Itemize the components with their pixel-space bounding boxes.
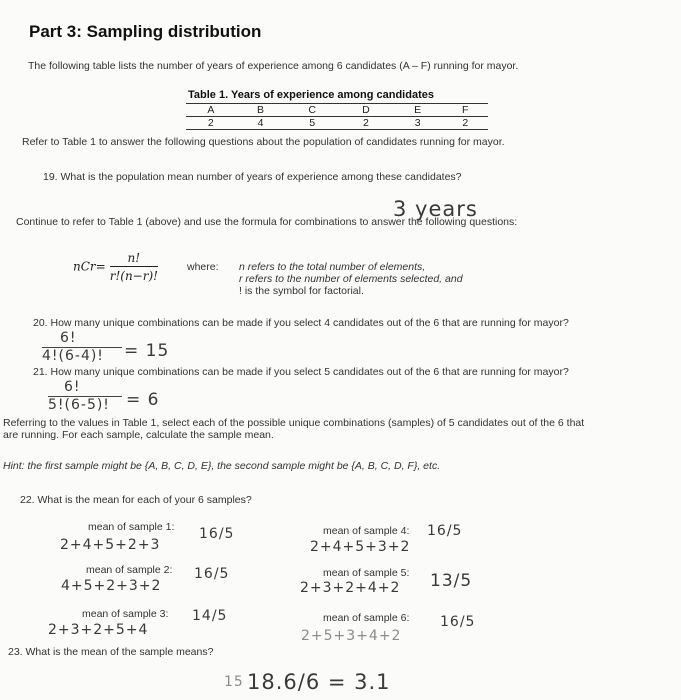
header-cell-a: A: [186, 104, 236, 117]
question-22: 22. What is the mean for each of your 6 samples?: [20, 494, 252, 506]
sample-3-answer: 14/5: [192, 608, 228, 624]
sample-6-answer: 16/5: [440, 614, 476, 630]
sample-6-label: mean of sample 6:: [323, 612, 410, 624]
sample-3-work: 2+3+2+5+4: [48, 622, 149, 638]
intro-text: The following table lists the number of years of experience among 6 candidates (A – F) running for mayor.: [28, 60, 519, 72]
formula-def-factorial: ! is the symbol for factorial.: [239, 285, 364, 297]
sample-2-label: mean of sample 2:: [86, 564, 173, 576]
value-cell-e: 3: [393, 117, 443, 130]
value-cell-c: 5: [285, 117, 339, 130]
sample-1-answer: 16/5: [199, 526, 235, 542]
value-cell-f: 2: [442, 117, 488, 130]
formula-lhs: nCr=: [73, 259, 106, 274]
question-21: 21. How many unique combinations can be made if you select 5 candidates out of the 6 that are running for mayor?: [33, 366, 569, 378]
table-value-row: [186, 117, 488, 130]
q23-handwritten-answer: 18.6/6 = 3.1: [247, 670, 391, 694]
table-caption: Table 1. Years of experience among candidates: [188, 89, 434, 101]
continue-text: Continue to refer to Table 1 (above) and use the formula for combinations to answer the following questions:: [16, 216, 518, 228]
q21-work-numerator: 6!: [64, 379, 81, 395]
q20-work-numerator: 6!: [60, 330, 77, 346]
q20-work-result: = 15: [124, 341, 170, 361]
header-cell-d: D: [339, 104, 393, 117]
q21-work-denominator: 5!(6-5)!: [48, 397, 110, 413]
value-cell-b: 4: [236, 117, 286, 130]
formula-where: where:: [187, 261, 219, 273]
formula-denominator: r!(n−r)!: [109, 269, 158, 283]
question-20: 20. How many unique combinations can be made if you select 4 candidates out of the 6 that are running for mayor?: [33, 317, 569, 329]
question-23: 23. What is the mean of the sample means?: [8, 646, 214, 658]
experience-table: [186, 103, 488, 130]
table-header-row: [186, 104, 488, 117]
referring-text-line-1: Referring to the values in Table 1, select each of the possible unique combinations (samples) of 5 candidates out of the 6 that: [3, 417, 585, 429]
header-cell-e: E: [393, 104, 443, 117]
referring-text-line-2: are running. For each sample, calculate the sample mean.: [3, 429, 274, 441]
sample-5-label: mean of sample 5:: [323, 567, 410, 579]
sample-4-label: mean of sample 4:: [323, 525, 410, 537]
sample-1-work: 2+4+5+2+3: [60, 537, 161, 553]
header-cell-f: F: [442, 104, 488, 117]
value-cell-a: 2: [186, 117, 236, 130]
header-cell-c: C: [285, 104, 339, 117]
combination-formula: [73, 251, 158, 283]
formula-numerator: n!: [110, 251, 158, 267]
sample-3-label: mean of sample 3:: [82, 608, 169, 620]
q23-answer-prefix: 15: [224, 674, 244, 690]
page-title: Part 3: Sampling distribution: [29, 22, 262, 41]
formula-fraction: [110, 251, 158, 283]
hint-text: Hint: the first sample might be {A, B, C, D, E}, the second sample might be {A, B, C, D, F}, etc.: [3, 460, 441, 472]
refer-text: Refer to Table 1 to answer the following questions about the population of candidates running for mayor.: [22, 136, 505, 148]
formula-def-n: n refers to the total number of elements,: [239, 261, 426, 273]
sample-4-work: 2+4+5+3+2: [310, 539, 411, 555]
sample-1-label: mean of sample 1:: [88, 521, 175, 533]
sample-5-answer: 13/5: [430, 571, 473, 591]
sample-2-answer: 16/5: [194, 566, 230, 582]
q19-handwritten-answer: 3 years: [393, 197, 478, 221]
formula-def-r: r refers to the number of elements selected, and: [239, 273, 463, 285]
question-19: 19. What is the population mean number of years of experience among these candidates?: [43, 171, 462, 183]
sample-6-work: 2+5+3+4+2: [301, 628, 402, 644]
value-cell-d: 2: [339, 117, 393, 130]
sample-4-answer: 16/5: [427, 523, 463, 539]
header-cell-b: B: [236, 104, 286, 117]
q21-work-result: = 6: [126, 390, 160, 410]
sample-2-work: 4+5+2+3+2: [61, 578, 162, 594]
q20-work-denominator: 4!(6-4)!: [42, 348, 104, 364]
sample-5-work: 2+3+2+4+2: [300, 580, 401, 596]
